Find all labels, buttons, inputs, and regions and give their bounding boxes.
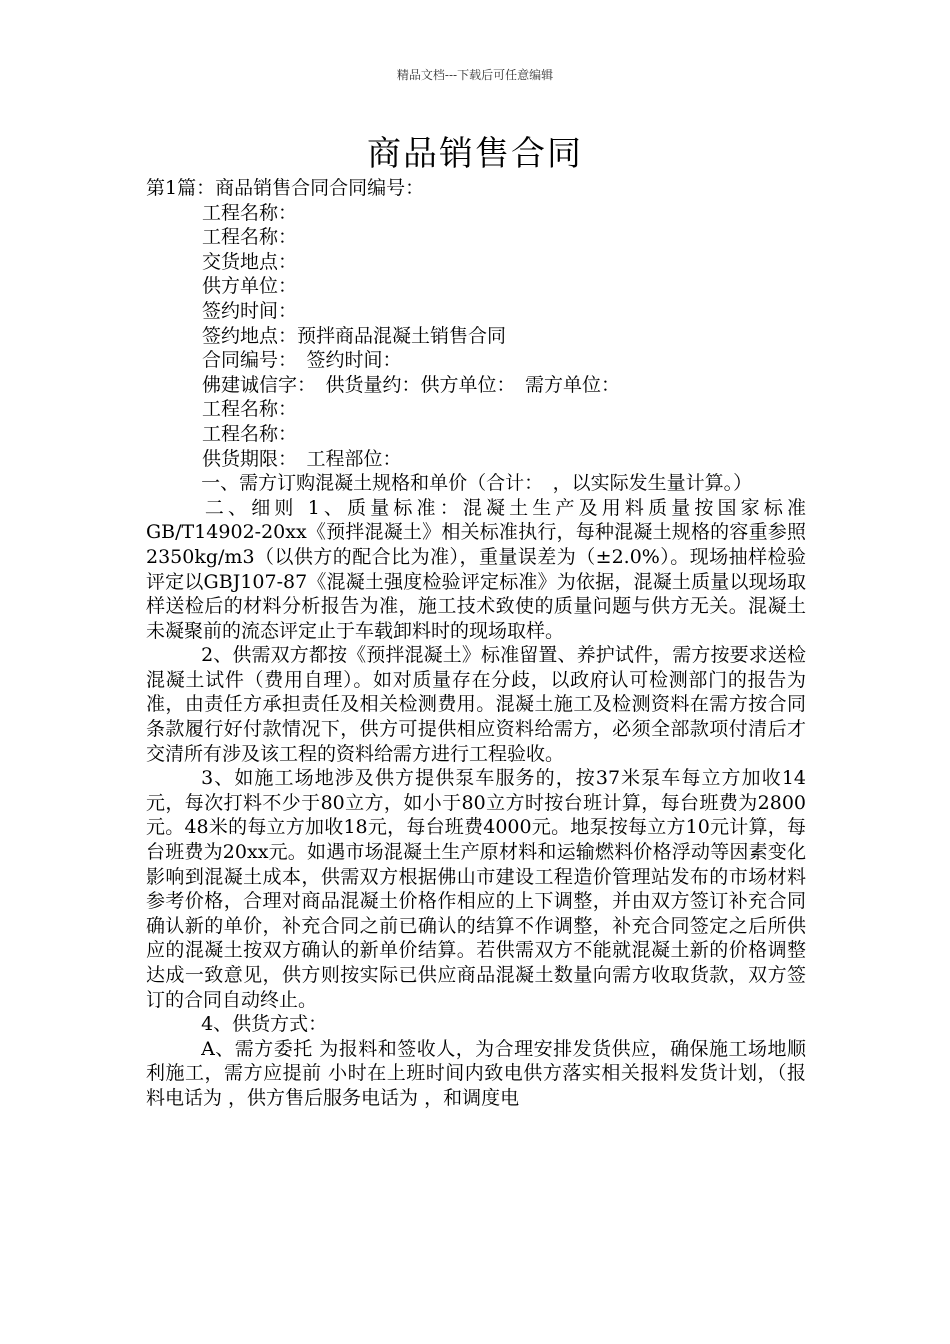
paragraph: 3、如施工场地涉及供方提供泵车服务的，按37米泵车每立方加收14元，每次打料不少于80立方，如小于80立方时按台班计算，每台班费为2800元。48米的每立方加收18元，每台班费4000元。地泵按每立方10元计算，每台班费为20xx元。如遇市场混凝土生产原材料和运输燃料价格浮动等因素变化影响到混凝土成本，供需双方根据佛山市建设工程造价管理站发布的市场材料参考价格，合理对商品混凝土价格作相应的上下调整，并由双方签订补充合同确认新的单价，补充合同之前已确认的结算不作调整，补充合同签定之后所供应的混凝土按双方确认的新单价结算。若供需双方不能就混凝土新的价格调整达成一致意见，供方则按实际已供应商品混凝土数量向需方收取货款，双方签订的合同自动终止。: [146, 767, 806, 1011]
info-lines: [146, 201, 806, 472]
info-line: 签约地点：预拌商品混凝土销售合同: [202, 324, 507, 347]
paragraph: 二、细则 1、质量标准：混凝土生产及用料质量按国家标准GB/T14902-20xx《预拌混凝土》相关标准执行，每种混凝土规格的容重参照2350kg/m3（以供方的配合比为准），重量误差为（±2.0%）。现场抽样检验评定以GBJ107-87《混凝土强度检验评定标准》为依据，混凝土质量以现场取样送检后的材料分析报告为准，施工技术致使的质量问题与供方无关。混凝土未凝聚前的流态评定止于车载卸料时的现场取样。: [146, 496, 806, 642]
paragraph: 4、供货方式：: [201, 1013, 328, 1036]
paragraph: A、需方委托 为报料和签收人，为合理安排发货供应，确保施工场地顺利施工，需方应提前 小时在上班时间内致电供方落实相关报料发货计划，（报料电话为 ，供方售后服务电话为 ，和调度电: [146, 1037, 806, 1109]
intro-line: 第1篇：商品销售合同合同编号：: [146, 177, 425, 199]
page-header: 精品文档---下载后可任意编辑: [396, 68, 554, 82]
info-line: 合同编号： 签约时间：: [202, 349, 402, 372]
info-line: 供方单位：: [202, 275, 298, 298]
document-title: 商品销售合同: [367, 134, 583, 174]
info-line: 供货期限： 工程部位：: [202, 447, 402, 470]
paragraph: 2、供需双方都按《预拌混凝土》标准留置、养护试件，需方按要求送检混凝土试件（费用自理）。如对质量存在分歧，以政府认可检测部门的报告为准，由责任方承担责任及相关检测费用。混凝土施工及检测资料在需方按合同条款履行好付款情况下，供方可提供相应资料给需方，必须全部款项付清后才交清所有涉及该工程的资料给需方进行工程验收。: [146, 644, 806, 765]
info-line: 工程名称：: [202, 201, 298, 224]
paragraph: 一、需方订购混凝土规格和单价（合计： ，以实际发生量计算。）: [201, 472, 753, 495]
info-line: 签约时间：: [202, 299, 298, 322]
info-line: 工程名称：: [202, 422, 298, 445]
document-body: [146, 176, 806, 1111]
info-line: 工程名称：: [202, 398, 298, 421]
info-line: 交货地点：: [202, 250, 298, 273]
info-line: 佛建诚信字： 供货量约：供方单位： 需方单位：: [202, 373, 621, 396]
info-line: 工程名称：: [202, 226, 298, 249]
